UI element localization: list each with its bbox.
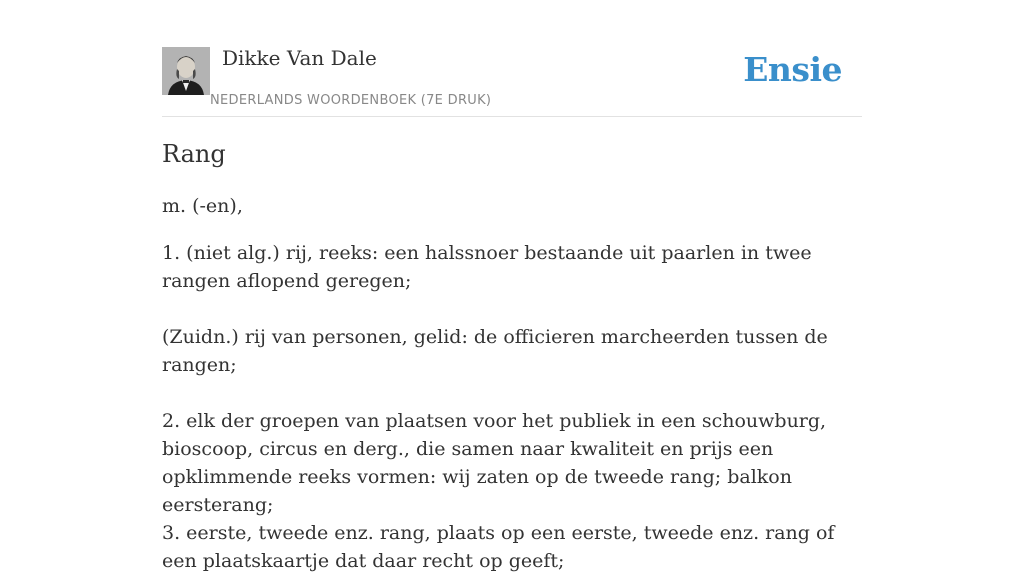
definition-item: 2. elk der groepen van plaatsen voor het publiek in een schouwburg, bioscoop, circus en derg., die samen naar kwaliteit en prijs een opklimmende reeks vormen: wij zaten op de tweede rang; balkon eersterang; <box>162 410 827 516</box>
definition-item: 3. eerste, tweede enz. rang, plaats op een eerste, tweede enz. rang of een plaatskaartje dat daar recht op geeft; <box>162 522 835 572</box>
author-name[interactable]: Dikke Van Dale <box>222 46 377 70</box>
definition-item: (Zuidn.) rij van personen, gelid: de officieren marcheerden tussen de rangen; <box>162 326 828 376</box>
ensie-logo[interactable]: Ensie <box>743 50 842 89</box>
source-label[interactable]: NEDERLANDS WOORDENBOEK (7E DRUK) <box>210 93 492 108</box>
grammar-info: m. (-en), <box>162 195 243 217</box>
definitions <box>162 239 867 575</box>
entry-header <box>162 0 862 117</box>
entry-word: Rang <box>162 140 226 168</box>
page-content <box>162 0 862 572</box>
portrait-icon <box>162 47 210 95</box>
author-avatar[interactable] <box>162 47 210 95</box>
definition-item: 1. (niet alg.) rij, reeks: een halssnoer bestaande uit paarlen in twee rangen aflopend geregen; <box>162 242 812 292</box>
